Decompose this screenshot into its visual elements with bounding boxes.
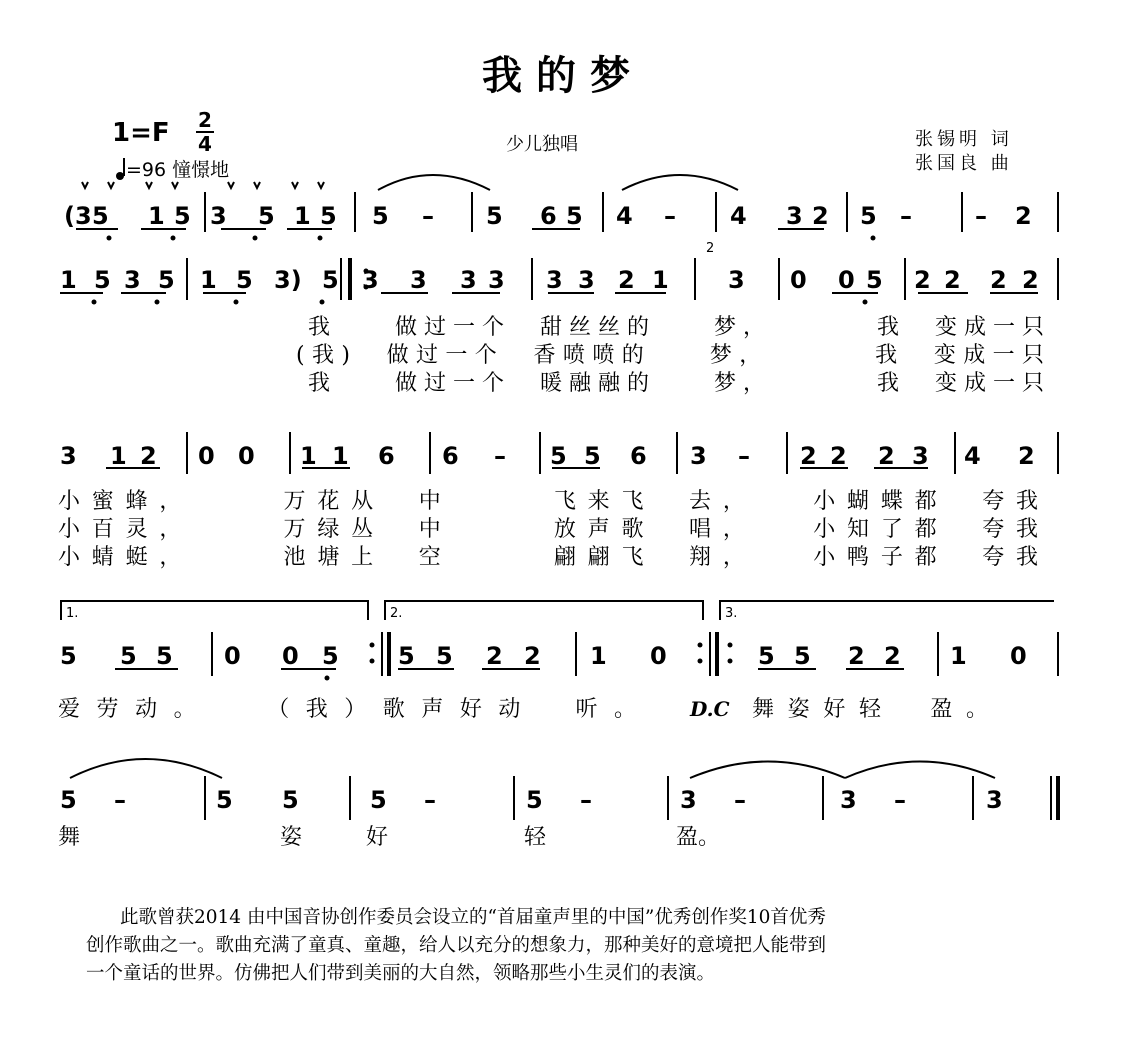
note-r2-9: 3 bbox=[362, 266, 379, 294]
note-r2-10: 3 bbox=[410, 266, 427, 294]
note-r5-8: – bbox=[580, 786, 592, 814]
note-r1-18: 2 bbox=[812, 202, 829, 230]
note-r1-16: 4 bbox=[730, 202, 747, 230]
note-r1-7: 1 bbox=[294, 202, 311, 230]
note-r2-3: 3 bbox=[124, 266, 141, 294]
note-r5-11: 3 bbox=[840, 786, 857, 814]
note-r3-18: 2 bbox=[878, 442, 895, 470]
note-r3-15: – bbox=[738, 442, 750, 470]
note-r1-6: 5 bbox=[258, 202, 275, 230]
da-capo-mark: D.C bbox=[690, 697, 730, 721]
note-r3-4: 0 bbox=[198, 442, 215, 470]
note-r4-8: 5 bbox=[436, 642, 453, 670]
note-r5-13: 3 bbox=[986, 786, 1003, 814]
note-r4-3: 5 bbox=[156, 642, 173, 670]
note-r2-22: 2 bbox=[944, 266, 961, 294]
note-r1-22: – bbox=[900, 202, 912, 230]
note-r2-20: 5 bbox=[866, 266, 883, 294]
note-r4-11: 1 bbox=[590, 642, 607, 670]
note-r1-15: – bbox=[664, 202, 676, 230]
note-r5-10: – bbox=[734, 786, 746, 814]
note-r4-12: 0 bbox=[650, 642, 667, 670]
lyric-row3-verse3: 小蜻蜓， 池塘上 空 翩翩飞 翔， 小鸭子都 夸我 bbox=[58, 545, 1039, 570]
note-r5-12: – bbox=[894, 786, 906, 814]
note-r2-1: 1 bbox=[60, 266, 77, 294]
lyric-row2-verse2: (我) 做过一个 香喷喷的 梦， 我 变成一只 bbox=[296, 343, 1044, 368]
footnote bbox=[86, 904, 1046, 988]
time-top: 2 bbox=[198, 108, 212, 132]
note-r1-20: – bbox=[975, 202, 987, 230]
note-r4-4: 0 bbox=[224, 642, 241, 670]
note-r1-17: 3 bbox=[786, 202, 803, 230]
lyric-row5-2: 姿 bbox=[280, 825, 303, 850]
note-r5-6: – bbox=[424, 786, 436, 814]
note-r5-7: 5 bbox=[526, 786, 543, 814]
footnote-line-3: 一个童话的世界。仿佛把人们带到美丽的大自然，领略那些小生灵们的表演。 bbox=[86, 963, 716, 984]
lyric-row5-4: 轻 bbox=[524, 825, 547, 850]
note-r2-13: 3 bbox=[546, 266, 563, 294]
note-r1-9: 5 bbox=[372, 202, 389, 230]
note-r3-2: 1 bbox=[110, 442, 127, 470]
note-r5-9: 3 bbox=[680, 786, 697, 814]
note-r2-7: 3) bbox=[274, 266, 302, 294]
note-r2-19: 0 bbox=[838, 266, 855, 294]
note-r5-2: – bbox=[114, 786, 126, 814]
lyric-row2-verse1: 我 做过一个 甜丝丝的 梦， 我 变成一只 bbox=[308, 315, 1044, 340]
volta-2: 2. bbox=[390, 606, 403, 621]
lyric-row5-5: 盈。 bbox=[676, 825, 721, 850]
note-r3-10: – bbox=[494, 442, 506, 470]
note-r3-21: 2 bbox=[1018, 442, 1035, 470]
note-r1-4: 5 bbox=[174, 202, 191, 230]
note-r3-14: 3 bbox=[690, 442, 707, 470]
note-r2-6: 5 bbox=[236, 266, 253, 294]
note-r2-21: 2 bbox=[914, 266, 931, 294]
lyric-row2-verse3: 我 做过一个 暖融融的 梦， 我 变成一只 bbox=[308, 371, 1044, 396]
note-r2-14: 3 bbox=[578, 266, 595, 294]
note-r5-1: 5 bbox=[60, 786, 77, 814]
footnote-line-1: 此歌曾获2014 由中国音协创作委员会设立的“首届童声里的中国”优秀创作奖10首优秀 bbox=[120, 907, 826, 928]
note-r4-16: 2 bbox=[884, 642, 901, 670]
note-r4-15: 2 bbox=[848, 642, 865, 670]
note-r1-1: (3 bbox=[64, 202, 92, 230]
note-r2-2: 5 bbox=[94, 266, 111, 294]
breath-mark: 2 bbox=[706, 241, 715, 256]
note-r2-15: 2 bbox=[618, 266, 635, 294]
note-r3-1: 3 bbox=[60, 442, 77, 470]
note-r2-12: 3 bbox=[488, 266, 505, 294]
note-r2-4: 5 bbox=[158, 266, 175, 294]
note-r5-3: 5 bbox=[216, 786, 233, 814]
note-r2-11: 3 bbox=[460, 266, 477, 294]
note-r1-14: 4 bbox=[616, 202, 633, 230]
volta-1: 1. bbox=[66, 606, 79, 621]
note-r2-23: 2 bbox=[990, 266, 1007, 294]
note-r4-1: 5 bbox=[60, 642, 77, 670]
note-r1-10: – bbox=[422, 202, 434, 230]
note-r2-5: 1 bbox=[200, 266, 217, 294]
note-r2-16: 1 bbox=[652, 266, 669, 294]
time-bottom: 4 bbox=[198, 132, 212, 156]
note-r3-3: 2 bbox=[140, 442, 157, 470]
note-r4-14: 5 bbox=[794, 642, 811, 670]
footnote-line-2: 创作歌曲之一。歌曲充满了童真、童趣，给人以充分的想象力，那种美好的意境把人能带到 bbox=[86, 935, 827, 956]
key-signature: 1=F bbox=[112, 118, 170, 148]
note-r4-7: 5 bbox=[398, 642, 415, 670]
note-r3-6: 1 bbox=[300, 442, 317, 470]
note-r1-5: 3 bbox=[210, 202, 227, 230]
note-r3-12: 5 bbox=[584, 442, 601, 470]
lyric-row4-part1: 爱劳动。 （我）歌声好动 听。 bbox=[58, 697, 636, 722]
performance-type: 少儿独唱 bbox=[506, 134, 578, 155]
note-r1-12: 6 bbox=[540, 202, 557, 230]
note-r2-24: 2 bbox=[1022, 266, 1039, 294]
note-r3-7: 1 bbox=[332, 442, 349, 470]
note-r4-10: 2 bbox=[524, 642, 541, 670]
note-r3-11: 5 bbox=[550, 442, 567, 470]
volta-3: 3. bbox=[725, 606, 738, 621]
note-r1-11: 5 bbox=[486, 202, 503, 230]
composer-credit: 张国良 曲 bbox=[915, 153, 1013, 174]
note-r1-21: 2 bbox=[1015, 202, 1032, 230]
lyric-row5-3: 好 bbox=[366, 825, 389, 850]
note-r3-8: 6 bbox=[378, 442, 395, 470]
note-r2-18: 0 bbox=[790, 266, 807, 294]
note-r4-17: 1 bbox=[950, 642, 967, 670]
note-r1-2: 5 bbox=[92, 202, 109, 230]
note-r4-5: 0 bbox=[282, 642, 299, 670]
note-r4-2: 5 bbox=[120, 642, 137, 670]
note-r2-8: 5 bbox=[322, 266, 339, 294]
song-title: 我的梦 bbox=[482, 52, 644, 99]
lyric-row3-verse2: 小百灵， 万绿丛 中 放声歌 唱， 小知了都 夸我 bbox=[58, 517, 1039, 542]
tempo-text: =96 憧憬地 bbox=[126, 159, 230, 181]
note-r4-18: 0 bbox=[1010, 642, 1027, 670]
note-r4-6: 5 bbox=[322, 642, 339, 670]
note-r1-13: 5 bbox=[566, 202, 583, 230]
note-r4-13: 5 bbox=[758, 642, 775, 670]
lyricist-credit: 张锡明 词 bbox=[915, 129, 1013, 150]
note-r1-8: 5 bbox=[320, 202, 337, 230]
note-r1-3: 1 bbox=[148, 202, 165, 230]
note-r5-4: 5 bbox=[282, 786, 299, 814]
note-r3-16: 2 bbox=[800, 442, 817, 470]
note-r4-9: 2 bbox=[486, 642, 503, 670]
note-r3-5: 0 bbox=[238, 442, 255, 470]
note-r3-13: 6 bbox=[630, 442, 647, 470]
note-r3-20: 4 bbox=[964, 442, 981, 470]
note-r3-19: 3 bbox=[912, 442, 929, 470]
lyric-row5-1: 舞 bbox=[58, 825, 81, 850]
note-r3-9: 6 bbox=[442, 442, 459, 470]
lyric-row4-part3: 舞姿好轻 盈。 bbox=[752, 697, 988, 722]
note-r2-17: 3 bbox=[728, 266, 745, 294]
lyric-row3-verse1: 小蜜蜂， 万花从 中 飞来飞 去， 小蝴蝶都 夸我 bbox=[58, 489, 1039, 514]
note-r1-19: 5 bbox=[860, 202, 877, 230]
note-r5-5: 5 bbox=[370, 786, 387, 814]
note-r3-17: 2 bbox=[830, 442, 847, 470]
